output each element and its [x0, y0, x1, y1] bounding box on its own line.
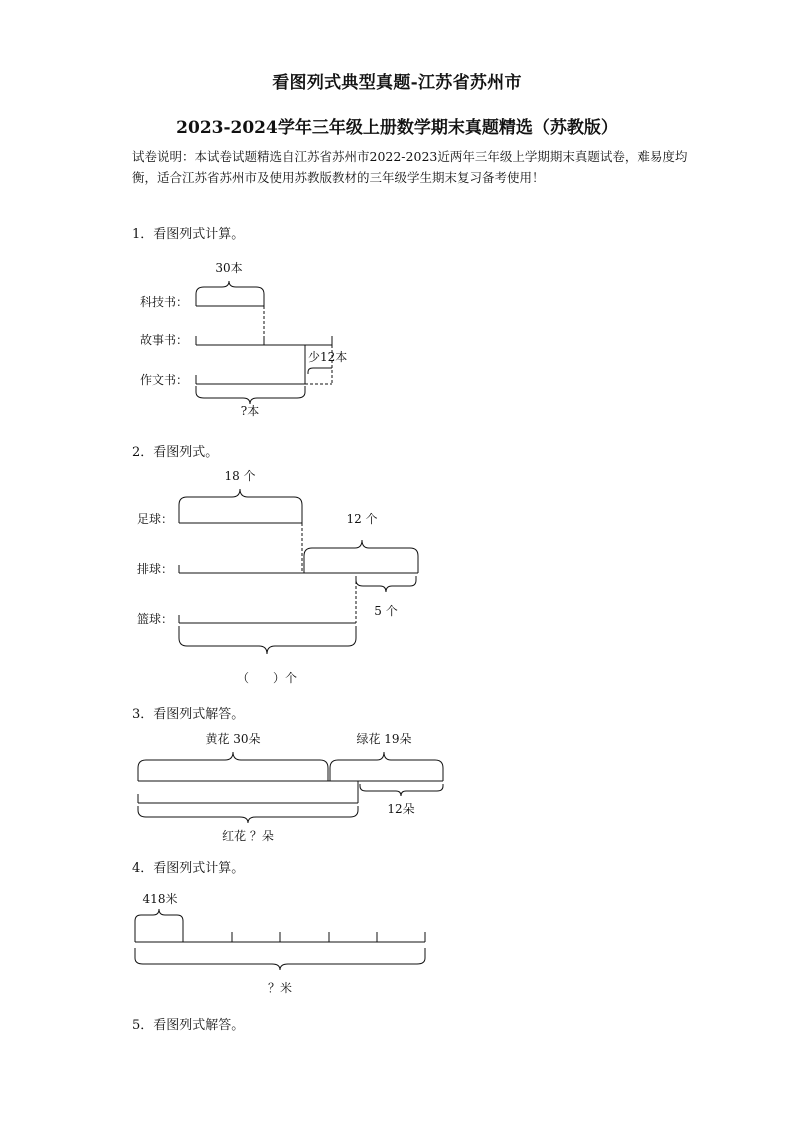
exam-intro: 试卷说明：本试卷试题精选自江苏省苏州市2022-2023近两年三年级上学期期末真题试卷，难易度均衡，适合江苏省苏州市及使用苏教版教材的三年级学生期末复习备考使用！	[132, 149, 688, 185]
q2-bottom-label: （ ）个	[236, 671, 298, 685]
q4-diagram	[135, 891, 425, 995]
q3-yellow-brace	[138, 752, 328, 781]
q2-row-basketball: 篮球：	[137, 612, 174, 626]
q1-diagram	[140, 260, 347, 418]
q1-top-brace	[196, 281, 264, 306]
q1-top-label: 30本	[215, 261, 243, 275]
q1-row-story: 故事书：	[140, 333, 189, 347]
q3-red-label: 红花 ？朵	[222, 829, 274, 843]
q2-bottom-brace	[179, 626, 356, 654]
q4-bottom-label: ？米	[267, 981, 293, 995]
q4-stem: 4．看图列式计算。	[132, 861, 245, 876]
q3-green-label: 绿花 19朵	[356, 732, 412, 746]
q4-bottom-brace	[135, 948, 425, 970]
q1-bottom-label: ?本	[240, 404, 260, 418]
q3-less-label: 12朵	[387, 802, 415, 816]
q4-top-label: 418米	[142, 892, 178, 906]
q4-top-brace	[135, 909, 183, 942]
q3-yellow-label: 黄花 30朵	[205, 732, 261, 746]
q1-row-essay: 作文书：	[140, 373, 189, 387]
q3-red-brace	[138, 806, 358, 823]
page-title: 看图列式典型真题-江苏省苏州市	[272, 73, 522, 93]
q2-mid-brace	[304, 540, 418, 573]
page-subtitle: 2023-2024学年三年级上册数学期末真题精选（苏教版）	[176, 118, 618, 138]
q2-less-brace	[356, 576, 416, 592]
q3-stem: 3．看图列式解答。	[132, 707, 245, 722]
q1-less-label: 少12本	[308, 350, 348, 364]
q1-row-science: 科技书：	[140, 295, 189, 309]
q2-top-brace	[179, 489, 302, 523]
q2-stem: 2．看图列式。	[132, 445, 219, 460]
q5-stem: 5．看图列式解答。	[132, 1018, 245, 1033]
q2-row-football: 足球：	[137, 512, 174, 526]
q1-stem: 1．看图列式计算。	[132, 227, 245, 242]
q2-less-label: 5 个	[374, 604, 398, 618]
q2-diagram	[137, 469, 418, 685]
q2-row-volleyball: 排球：	[137, 562, 174, 576]
q3-less-brace	[360, 784, 443, 796]
q2-top-label: 18 个	[224, 469, 256, 483]
q2-mid-label: 12 个	[346, 512, 378, 526]
q3-green-brace	[330, 752, 443, 781]
q3-diagram	[138, 732, 443, 843]
q1-bottom-brace	[196, 386, 305, 404]
